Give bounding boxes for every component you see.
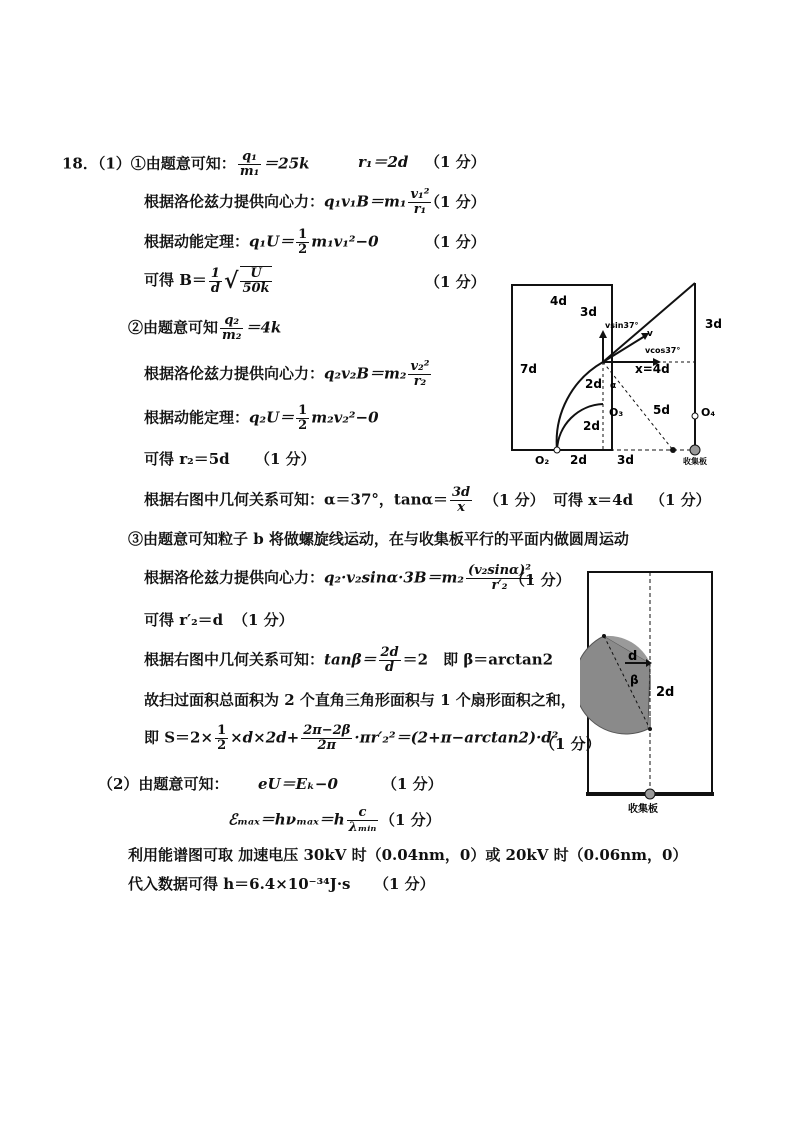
line-3-4: 根据右图中几何关系可知：tanβ＝ $\frac{2d}{d}$ ＝2 即 β＝arctan2 bbox=[144, 645, 554, 675]
points: （1 分） bbox=[510, 571, 571, 589]
label: 收集板 bbox=[628, 804, 658, 815]
label: x=4d bbox=[635, 362, 670, 376]
points: （1 分） bbox=[425, 193, 486, 211]
label: 2d bbox=[583, 419, 600, 433]
line-1-4: 可得 B＝ $\frac{1}{d}$ √ $\frac{U}{50k}$ bbox=[144, 265, 270, 296]
label: 5d bbox=[653, 403, 670, 417]
line-1-3: 根据动能定理：q₁U＝ $\frac{1}{2}$ m₁v₁²−0 bbox=[144, 227, 379, 257]
label: d bbox=[628, 649, 638, 664]
points: （1 分） bbox=[425, 273, 486, 291]
points: （1 分） bbox=[425, 153, 486, 171]
label: 3d bbox=[580, 305, 597, 319]
label: O₂ bbox=[535, 454, 550, 467]
label: O₃ bbox=[609, 406, 624, 419]
line-4-3: 利用能谱图可取 加速电压 30kV 时（0.04nm，0）或 20kV 时（0.06nm，0） bbox=[128, 846, 688, 864]
line-3-3: 可得 r′₂＝d bbox=[144, 611, 224, 629]
fraction: $\frac{\text{q₁}}{\text{m₁}}$ bbox=[239, 149, 260, 179]
label: O₄ bbox=[701, 406, 716, 419]
label: v bbox=[647, 329, 653, 339]
points: （1 分） bbox=[255, 450, 316, 468]
q-label: 18．（1）①由题意可知： bbox=[62, 154, 236, 173]
line-2-5: 根据右图中几何关系可知：α＝37°，tanα＝ $\frac{3d}{x}$ bbox=[144, 485, 471, 515]
points: （1 分） bbox=[380, 811, 441, 829]
label: 3d bbox=[705, 317, 722, 331]
label: vcos37° bbox=[645, 346, 681, 355]
energy-eq: eU＝Eₖ−0 bbox=[258, 775, 338, 793]
points: （1 分） bbox=[425, 233, 486, 251]
line-3-5: 故扫过面积总面积为 2 个直角三角形面积与 1 个扇形面积之和， bbox=[144, 691, 576, 709]
line-3-6: 即 S＝2× $\frac{1}{2}$ ×d×2d+ $\frac{2\pi-2\beta}{2\pi}$ ·πr′₂²＝(2+π−arctan2)·d² bbox=[144, 723, 559, 753]
label: 7d bbox=[520, 362, 537, 376]
points: （1 分） bbox=[233, 611, 294, 629]
label: 4d bbox=[550, 294, 567, 308]
points: （1 分） bbox=[540, 735, 601, 753]
label: vsin37° bbox=[605, 321, 639, 330]
line-1-1: 18．（1）①由题意可知： $\frac{\text{q₁}}{\text{m₁}}$ ＝25k bbox=[62, 149, 310, 179]
points: （1 分） bbox=[650, 491, 711, 509]
label: 2d bbox=[570, 453, 587, 467]
label: 2d bbox=[656, 685, 675, 700]
points: （1 分） bbox=[484, 491, 545, 509]
label: α bbox=[610, 381, 617, 391]
label: 收集板 bbox=[683, 457, 707, 466]
line-3-2: 根据洛伦兹力提供向心力：q₂·v₂sinα·3B＝m₂ $\frac{\text{(v₂sinα)²}}{\text{r′₂}}$ bbox=[144, 563, 531, 593]
line-3-1: ③由题意可知粒子 b 将做螺旋线运动，在与收集板平行的平面内做圆周运动 bbox=[128, 530, 629, 548]
line-4-1: （2）由题意可知： bbox=[98, 775, 229, 793]
line-2-3: 根据动能定理：q₂U＝ $\frac{1}{2}$ m₂v₂²−0 bbox=[144, 403, 379, 433]
label: 2d bbox=[585, 377, 602, 391]
trajectory-diagram bbox=[505, 278, 735, 470]
line-2-1: ②由题意可知 $\frac{\text{q₂}}{\text{m₂}}$ ＝4k bbox=[128, 313, 282, 343]
line-2-4: 可得 r₂＝5d bbox=[144, 450, 230, 468]
line-4-2: ℰₘₐₓ＝hνₘₐₓ＝h $\frac{c}{\text{λₘᵢₙ}}$ bbox=[228, 805, 377, 835]
label: 3d bbox=[617, 453, 634, 467]
line-4-4: 代入数据可得 h＝6.4×10⁻³⁴J·s bbox=[128, 875, 351, 893]
line-2-2: 根据洛伦兹力提供向心力：q₂v₂B＝m₂ $\frac{\text{v₂²}}{\text{r₂}}$ bbox=[144, 359, 430, 389]
spiral-diagram bbox=[580, 566, 720, 816]
line-1-2: 根据洛伦兹力提供向心力：q₁v₁B＝m₁ $\frac{\text{v₁²}}{\text{r₁}}$ bbox=[144, 187, 430, 217]
points: （1 分） bbox=[382, 775, 443, 793]
r1-value: r₁＝2d bbox=[358, 153, 409, 171]
label: β bbox=[630, 673, 639, 687]
result: 可得 x＝4d bbox=[553, 491, 634, 509]
points: （1 分） bbox=[374, 875, 435, 893]
